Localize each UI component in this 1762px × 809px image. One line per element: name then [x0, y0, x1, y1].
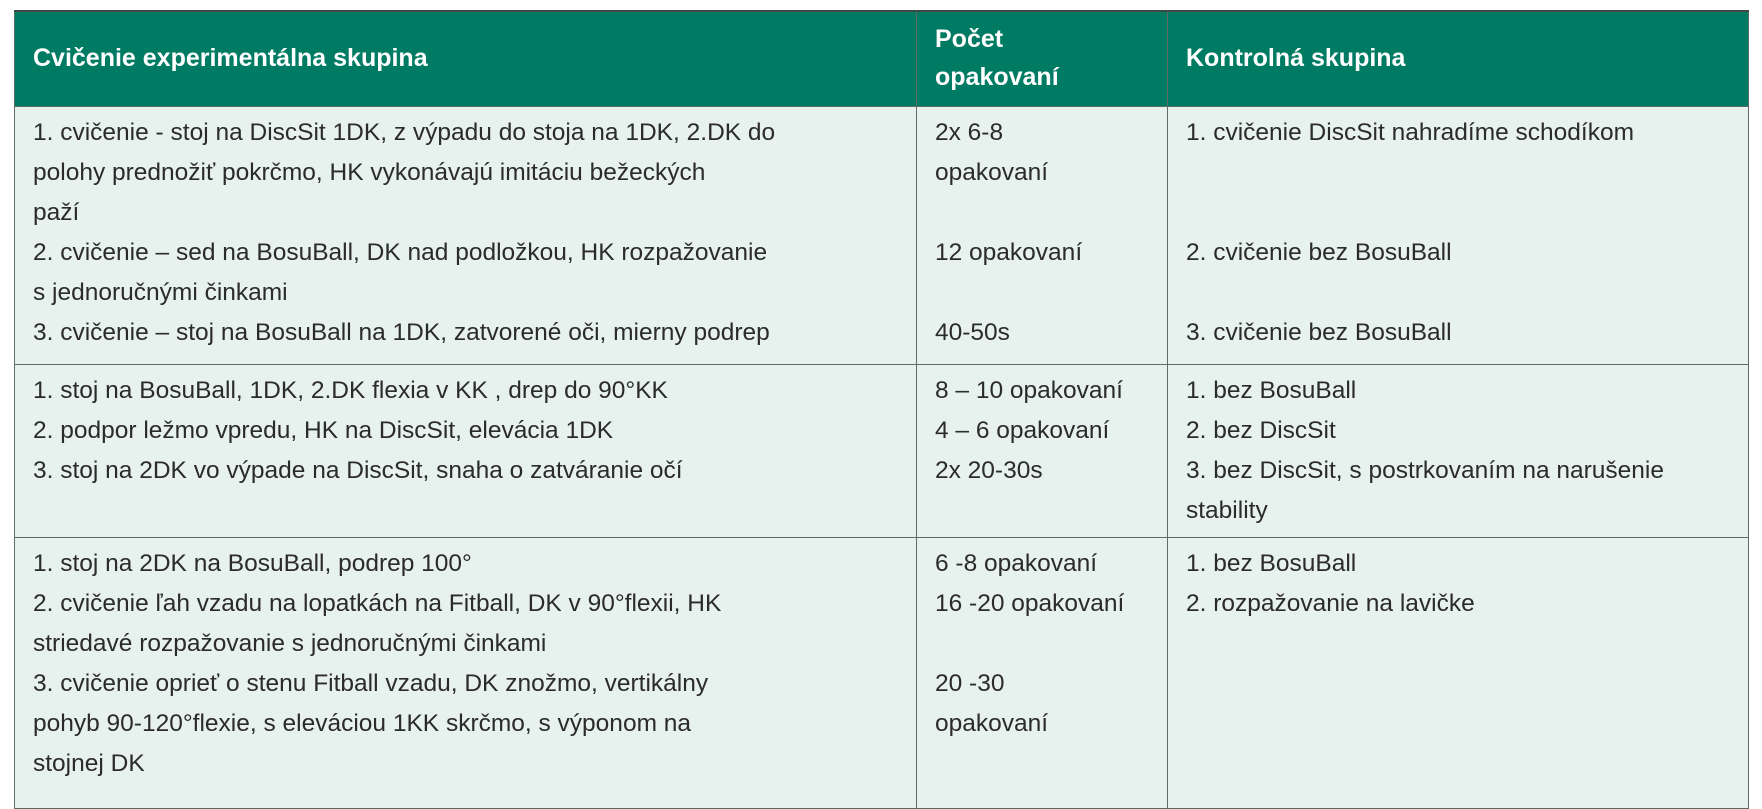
cell-line: 1. bez BosuBall [1186, 377, 1357, 404]
cell-line: 3. bez DiscSit, s postrkovaním na narušenie [1186, 457, 1664, 484]
cell-line: paží [33, 199, 80, 226]
cell-exercise [15, 107, 917, 365]
cell-line: 3. cvičenie – stoj na BosuBall na 1DK, zatvorené oči, mierny podrep [33, 319, 770, 346]
header-row [15, 11, 1749, 107]
cell-line: 40-50s [935, 319, 1010, 346]
spacer [1186, 193, 1734, 233]
cell-line: 8 – 10 opakovaní [935, 377, 1123, 404]
cell-line: 2. podpor ležmo vpredu, HK na DiscSit, elevácia 1DK [33, 417, 614, 444]
cell-reps [917, 107, 1168, 365]
cell-line: 1. stoj na 2DK na BosuBall, podrep 100° [33, 550, 472, 577]
cell-line: polohy prednožiť pokrčmo, HK vykonávajú imitáciu bežeckých [33, 159, 706, 186]
cell-reps [917, 538, 1168, 809]
cell-line: s jednoručnými činkami [33, 279, 288, 306]
spacer [1186, 273, 1734, 313]
cell-line: 3. cvičenie oprieť o stenu Fitball vzadu, DK znožmo, vertikálny [33, 670, 709, 697]
spacer [935, 624, 1153, 664]
table-row [15, 365, 1749, 538]
cell-exercise [15, 365, 917, 538]
cell-line: 12 opakovaní [935, 239, 1083, 266]
cell-line: 20 -30 [935, 670, 1005, 697]
cell-line: 1. stoj na BosuBall, 1DK, 2.DK flexia v KK , drep do 90°KK [33, 377, 668, 404]
header-line: Kontrolná skupina [1186, 44, 1406, 72]
spacer [1186, 153, 1734, 193]
cell-control [1168, 538, 1749, 809]
cell-line: 2x 20-30s [935, 457, 1043, 484]
cell-line: 4 – 6 opakovaní [935, 417, 1110, 444]
header-line: Počet [935, 25, 1004, 53]
cell-line: opakovaní [935, 159, 1049, 186]
cell-line: opakovaní [935, 710, 1049, 737]
cell-line: 2. bez DiscSit [1186, 417, 1336, 444]
header-repetitions [917, 11, 1168, 107]
cell-line: 2. cvičenie ľah vzadu na lopatkách na Fitball, DK v 90°flexii, HK [33, 590, 722, 617]
table-row [15, 107, 1749, 365]
cell-line: stability [1186, 497, 1268, 524]
header-line: Cvičenie experimentálna skupina [33, 44, 428, 72]
cell-line: striedavé rozpažovanie s jednoručnými činkami [33, 630, 547, 657]
cell-line: stojnej DK [33, 750, 145, 777]
cell-line: 2. cvičenie – sed na BosuBall, DK nad podložkou, HK rozpažovanie [33, 239, 768, 266]
cell-exercise [15, 538, 917, 809]
cell-line: 1. bez BosuBall [1186, 550, 1357, 577]
cell-line: 3. cvičenie bez BosuBall [1186, 319, 1452, 346]
cell-line: 2x 6-8 [935, 119, 1004, 146]
cell-line: 16 -20 opakovaní [935, 590, 1125, 617]
cell-reps [917, 365, 1168, 538]
cell-line: 1. cvičenie - stoj na DiscSit 1DK, z výpadu do stoja na 1DK, 2.DK do [33, 119, 776, 146]
cell-line: 2. cvičenie bez BosuBall [1186, 239, 1452, 266]
cell-line: 1. cvičenie DiscSit nahradíme schodíkom [1186, 119, 1634, 146]
cell-line: 2. rozpažovanie na lavičke [1186, 590, 1475, 617]
header-control-group [1168, 11, 1749, 107]
cell-control [1168, 107, 1749, 365]
cell-control [1168, 365, 1749, 538]
header-exercise-experimental [15, 11, 917, 107]
cell-line: 6 -8 opakovaní [935, 550, 1098, 577]
cell-line: 3. stoj na 2DK vo výpade na DiscSit, snaha o zatváranie očí [33, 457, 683, 484]
header-line: opakovaní [935, 63, 1059, 91]
cell-line: pohyb 90-120°flexie, s eleváciou 1KK skrčmo, s výponom na [33, 710, 692, 737]
exercise-table [14, 10, 1749, 809]
spacer [935, 273, 1153, 313]
table-row [15, 538, 1749, 809]
spacer [935, 193, 1153, 233]
